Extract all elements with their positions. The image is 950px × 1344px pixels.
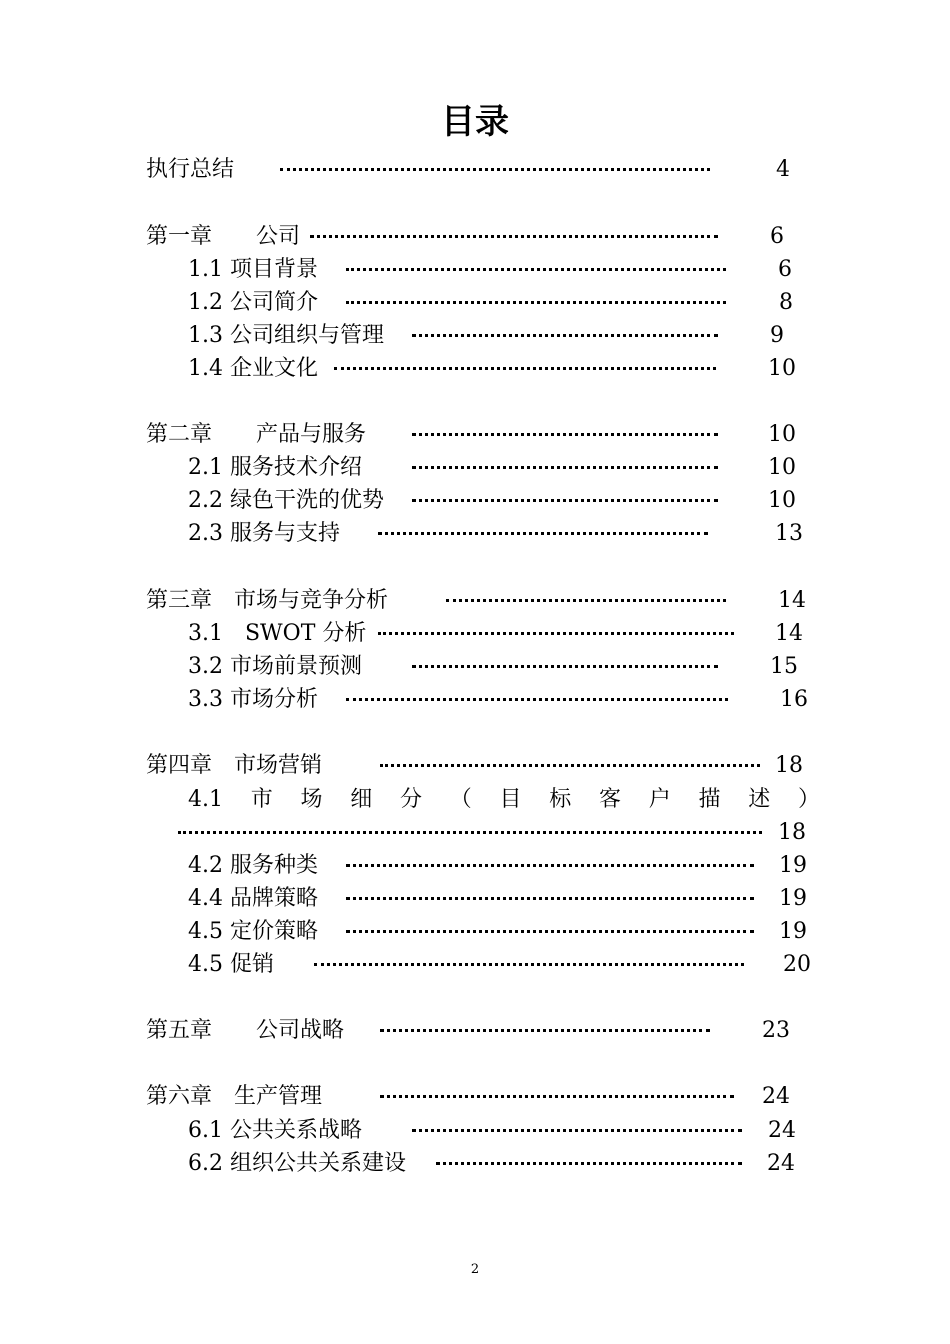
toc-page-number: 6 xyxy=(778,257,792,282)
toc-page-number: 23 xyxy=(762,1018,790,1043)
toc-page-number: 10 xyxy=(768,422,796,447)
leader-dots xyxy=(178,818,762,848)
leader-dots xyxy=(314,950,744,980)
toc-label: 3.2 市场前景预测 xyxy=(188,654,362,679)
leader-dots xyxy=(310,222,718,252)
toc-page-number: 16 xyxy=(780,687,808,712)
leader-dots xyxy=(346,884,754,914)
leader-dots xyxy=(378,519,708,549)
toc-page-number: 13 xyxy=(775,521,803,546)
toc-label: 2.1 服务技术介绍 xyxy=(188,455,362,480)
leader-dots xyxy=(412,453,718,483)
toc-page-number: 19 xyxy=(779,853,807,878)
leader-dots xyxy=(380,1016,710,1046)
toc-label: 3.3 市场分析 xyxy=(188,687,318,712)
toc-page-number: 8 xyxy=(779,290,793,315)
page-title: 目录 xyxy=(441,102,509,142)
toc-label: 1.1 项目背景 xyxy=(188,257,318,282)
leader-dots xyxy=(436,1149,742,1179)
toc-label: 6.2 组织公共关系建设 xyxy=(188,1151,406,1176)
page-number-footer: 2 xyxy=(470,1262,480,1277)
toc-label: 3.1 SWOT 分析 xyxy=(188,621,367,646)
leader-dots xyxy=(412,486,718,516)
leader-dots xyxy=(346,851,754,881)
toc-label: 6.1 公共关系战略 xyxy=(188,1118,362,1143)
toc-page-number: 24 xyxy=(768,1118,796,1143)
toc-label: 4.2 服务种类 xyxy=(188,853,318,878)
toc-page-number: 4 xyxy=(776,157,790,182)
toc-label: 第二章 产品与服务 xyxy=(146,422,367,447)
leader-dots xyxy=(380,1082,734,1112)
toc-page-number: 15 xyxy=(770,654,798,679)
toc-page-number: 10 xyxy=(768,356,796,381)
toc-page-number: 14 xyxy=(778,588,806,613)
leader-dots xyxy=(346,685,728,715)
toc-label: 2.2 绿色干洗的优势 xyxy=(188,488,384,513)
toc-label: 1.4 企业文化 xyxy=(188,356,318,381)
toc-label: 第三章 市场与竞争分析 xyxy=(146,588,389,613)
toc-label: 第一章 公司 xyxy=(146,224,301,249)
toc-label: 4.1 市 场 细 分 （ 目 标 客 户 描 述 ） xyxy=(188,787,820,812)
toc-label: 4.5 促销 xyxy=(188,952,274,977)
toc-page-number: 18 xyxy=(775,753,803,778)
toc-page-number: 19 xyxy=(779,886,807,911)
toc-label: 1.3 公司组织与管理 xyxy=(188,323,384,348)
leader-dots xyxy=(280,155,710,185)
toc-page-number: 9 xyxy=(770,323,784,348)
leader-dots xyxy=(346,255,726,285)
toc-label: 第六章 生产管理 xyxy=(146,1084,323,1109)
leader-dots xyxy=(334,354,716,384)
toc-page-number: 18 xyxy=(778,820,806,845)
leader-dots xyxy=(412,652,718,682)
toc-label: 2.3 服务与支持 xyxy=(188,521,340,546)
toc-page-number: 10 xyxy=(768,488,796,513)
toc-label: 第五章 公司战略 xyxy=(146,1018,345,1043)
leader-dots xyxy=(446,586,726,616)
toc-page-number: 6 xyxy=(770,224,784,249)
toc-label: 1.2 公司简介 xyxy=(188,290,318,315)
toc-label: 执行总结 xyxy=(146,157,235,182)
leader-dots xyxy=(412,1116,742,1146)
toc-label: 第四章 市场营销 xyxy=(146,753,323,778)
leader-dots xyxy=(380,751,760,781)
toc-page-number: 14 xyxy=(775,621,803,646)
toc-label: 4.4 品牌策略 xyxy=(188,886,318,911)
toc-page-number: 10 xyxy=(768,455,796,480)
toc-page-number: 20 xyxy=(783,952,811,977)
toc-label: 4.5 定价策略 xyxy=(188,919,318,944)
toc-page-number: 24 xyxy=(767,1151,795,1176)
toc-page-number: 19 xyxy=(779,919,807,944)
toc-page-number: 24 xyxy=(762,1084,790,1109)
leader-dots xyxy=(346,288,726,318)
leader-dots xyxy=(412,321,718,351)
leader-dots xyxy=(346,917,754,947)
leader-dots xyxy=(412,420,718,450)
leader-dots xyxy=(378,619,734,649)
